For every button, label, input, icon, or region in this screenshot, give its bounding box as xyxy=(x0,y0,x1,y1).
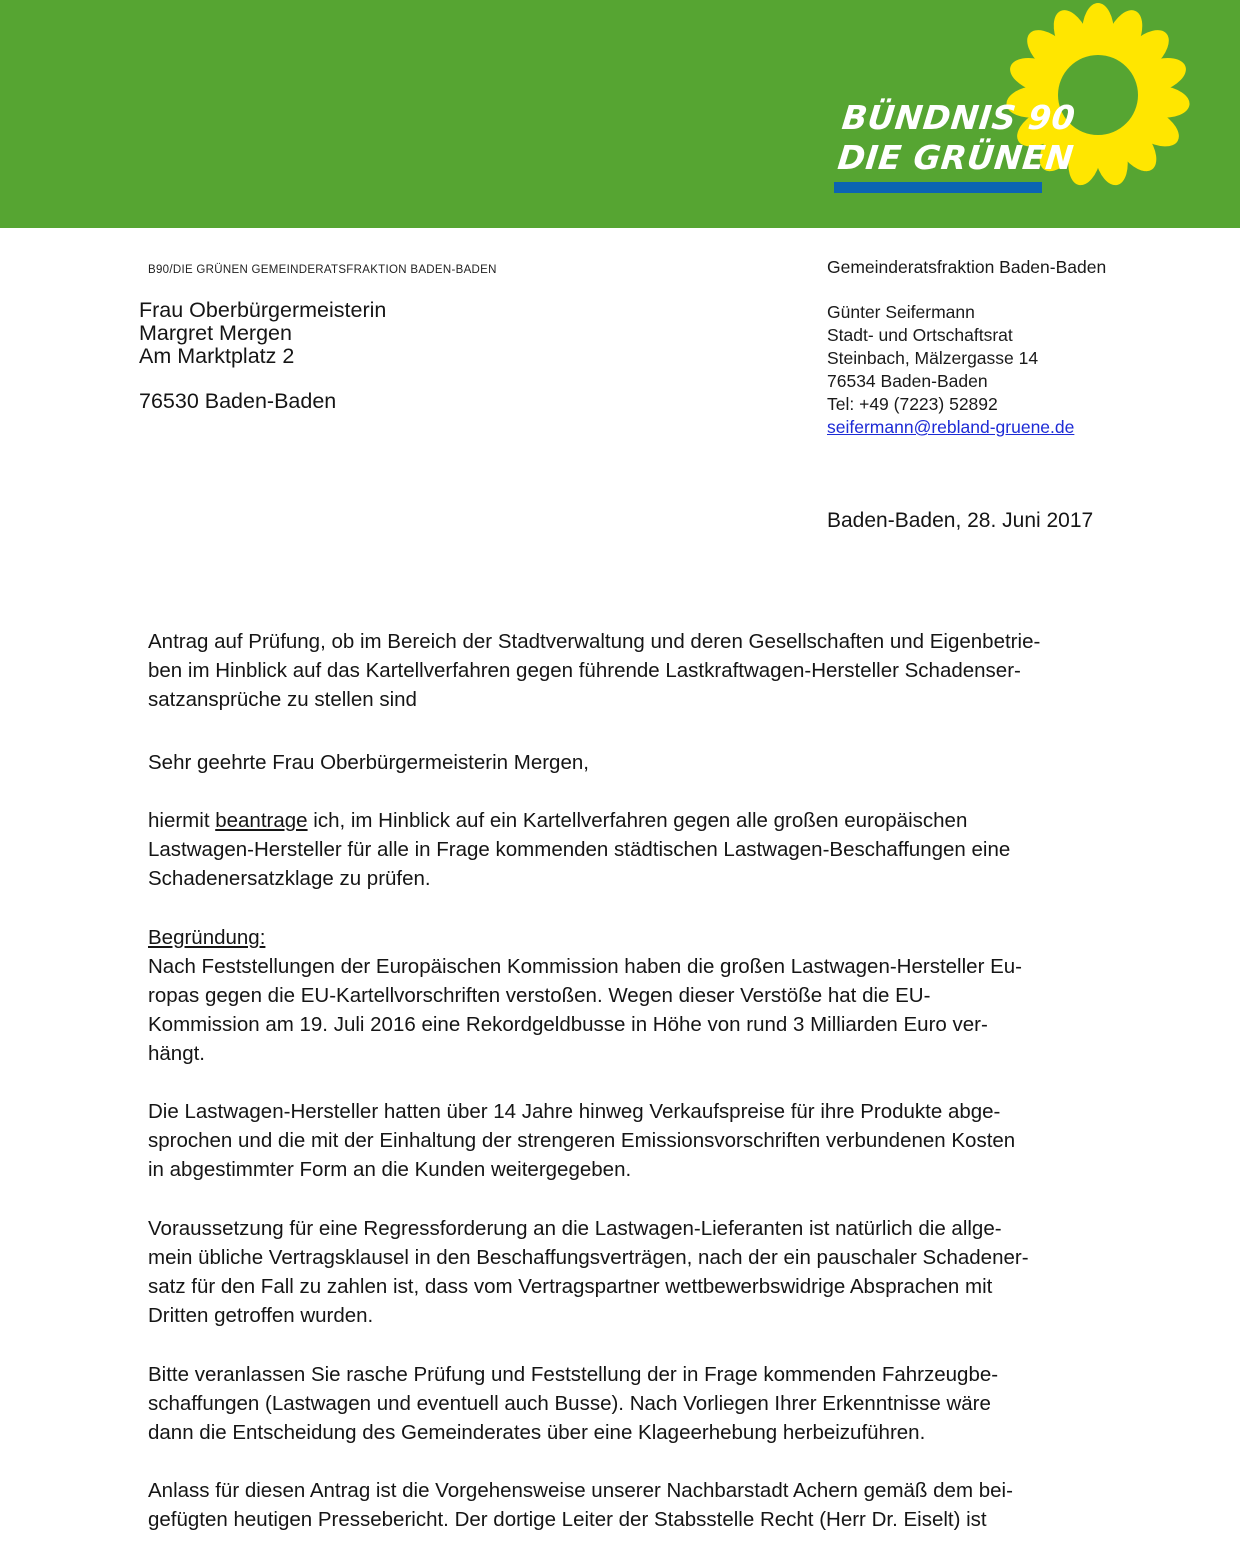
sender-org: Gemeinderatsfraktion Baden-Baden xyxy=(827,257,1107,277)
reason-section xyxy=(148,923,1108,1068)
sender-email-link[interactable]: seifermann@rebland-gruene.de xyxy=(827,417,1075,437)
paragraph-line: dann die Entscheidung des Gemeinderates über eine Klageerhebung herbeizuführen. xyxy=(148,1421,926,1444)
recipient-line-1: Frau Oberbürgermeisterin xyxy=(139,298,387,322)
sender-role: Stadt- und Ortschaftsrat xyxy=(827,325,1013,345)
paragraph-line: gefügten heutigen Pressebericht. Der dortige Leiter der Stabsstelle Recht (Herr Dr. Eiselt) ist xyxy=(148,1508,987,1531)
reason-heading: Begründung: xyxy=(148,926,266,949)
salutation xyxy=(148,748,1108,777)
sender-street: Steinbach, Mälzergasse 14 xyxy=(827,348,1039,368)
recipient-city: 76530 Baden-Baden xyxy=(139,389,337,413)
paragraph-line: Dritten getroffen wurden. xyxy=(148,1304,374,1327)
paragraph-5 xyxy=(148,1476,1108,1534)
subject-line: Antrag auf Prüfung, ob im Bereich der Stadtverwaltung und deren Gesellschaften und Eigenbetrie- xyxy=(148,630,1041,653)
request-post: ich, im Hinblick auf ein Kartellverfahren gegen alle großen europäischen xyxy=(307,809,968,832)
logo-line-2: DIE GRÜNEN xyxy=(835,138,1076,177)
subject xyxy=(148,627,1108,714)
letter-date: Baden-Baden, 28. Juni 2017 xyxy=(827,509,1094,532)
sender-name: Günter Seifermann xyxy=(827,302,975,322)
recipient-line-2: Margret Mergen xyxy=(139,321,292,345)
recipient-line-3: Am Marktplatz 2 xyxy=(139,344,295,368)
request-verb: beantrage xyxy=(215,809,308,832)
sender-city: 76534 Baden-Baden xyxy=(827,371,988,391)
paragraph-line: Nach Feststellungen der Europäischen Kommission haben die großen Lastwagen-Hersteller Eu- xyxy=(148,955,1022,978)
header-band xyxy=(0,0,1240,228)
paragraph-2 xyxy=(148,1097,1108,1184)
request-line-2: Lastwagen-Hersteller für alle in Frage kommenden städtischen Lastwagen-Beschaffungen eine xyxy=(148,838,1011,861)
logo-wordmark xyxy=(836,98,1080,178)
logo-line-1: BÜNDNIS 90 xyxy=(840,98,1078,137)
paragraph-line: in abgestimmter Form an die Kunden weitergegeben. xyxy=(148,1158,632,1181)
paragraph-line: sprochen und die mit der Einhaltung der strengeren Emissionsvorschriften verbundenen Kosten xyxy=(148,1129,1016,1152)
party-logo xyxy=(820,0,1200,228)
return-address-line: B90/DIE GRÜNEN GEMEINDERATSFRAKTION BADEN-BADEN xyxy=(148,264,497,276)
subject-line: satzansprüche zu stellen sind xyxy=(148,688,417,711)
paragraph-3 xyxy=(148,1214,1108,1330)
paragraph-line: Voraussetzung für eine Regressforderung an die Lastwagen-Lieferanten ist natürlich die allge- xyxy=(148,1217,1002,1240)
paragraph-line: Kommission am 19. Juli 2016 eine Rekordgeldbusse in Höhe von rund 3 Milliarden Euro ver- xyxy=(148,1013,988,1036)
sender-block xyxy=(827,256,1106,439)
paragraph-line: hängt. xyxy=(148,1042,205,1065)
sender-phone: Tel: +49 (7223) 52892 xyxy=(827,394,998,414)
request-line-1 xyxy=(148,806,1108,835)
subject-line: ben im Hinblick auf das Kartellverfahren gegen führende Lastkraftwagen-Hersteller Schadenser- xyxy=(148,659,1021,682)
request-line-3: Schadenersatzklage zu prüfen. xyxy=(148,867,431,890)
paragraph-line: Die Lastwagen-Hersteller hatten über 14 Jahre hinweg Verkaufspreise für ihre Produkte abge- xyxy=(148,1100,1001,1123)
paragraph-4 xyxy=(148,1360,1108,1447)
recipient-address xyxy=(139,299,386,413)
paragraph-line: satz für den Fall zu zahlen ist, dass vom Vertragspartner wettbewerbswidrige Absprachen mit xyxy=(148,1275,993,1298)
request-pre: hiermit xyxy=(148,809,216,832)
paragraph-line: mein übliche Vertragsklausel in den Beschaffungsverträgen, nach der ein pauschaler Schadener- xyxy=(148,1246,1029,1269)
paragraph-line: Bitte veranlassen Sie rasche Prüfung und Feststellung der in Frage kommenden Fahrzeugbe- xyxy=(148,1363,999,1386)
salutation-text: Sehr geehrte Frau Oberbürgermeisterin Mergen, xyxy=(148,751,589,774)
paragraph-line: Anlass für diesen Antrag ist die Vorgehensweise unserer Nachbarstadt Achern gemäß dem bei- xyxy=(148,1479,1013,1502)
paragraph-line: schaffungen (Lastwagen und eventuell auch Busse). Nach Vorliegen Ihrer Erkenntnisse wäre xyxy=(148,1392,991,1415)
paragraph-line: ropas gegen die EU-Kartellvorschriften verstoßen. Wegen dieser Verstöße hat die EU- xyxy=(148,984,931,1007)
request-paragraph xyxy=(148,806,1108,893)
logo-underline-bar xyxy=(834,182,1042,193)
